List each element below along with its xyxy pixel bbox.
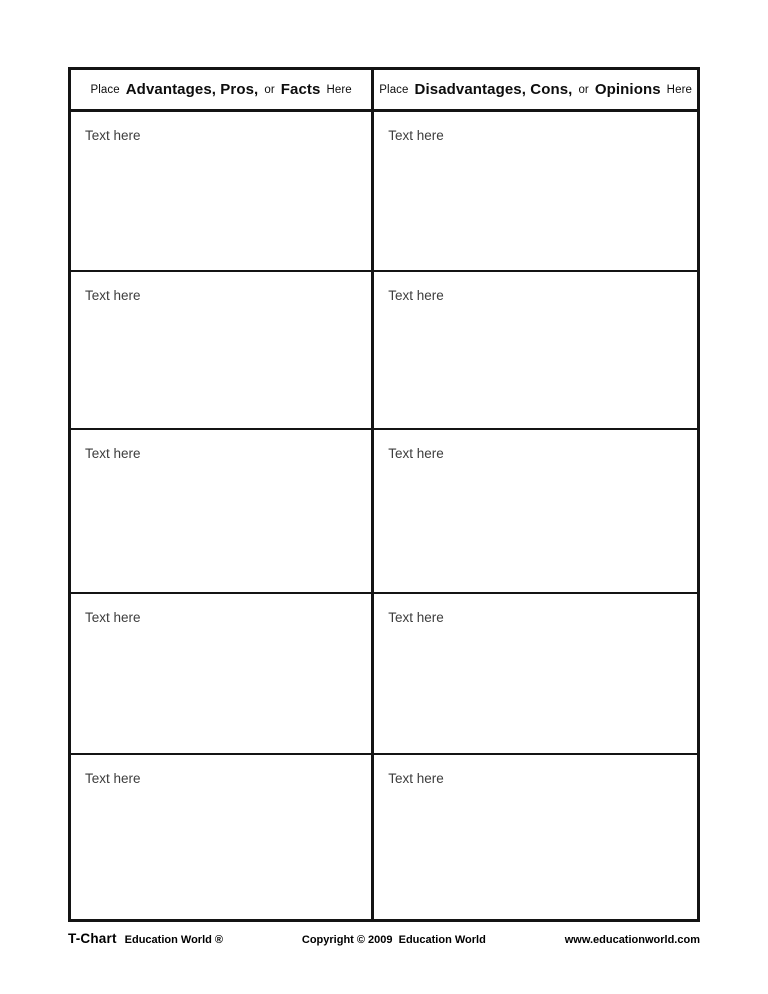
header-advantages [71, 70, 374, 112]
header-left-prefix: Place [90, 83, 120, 96]
header-left-suffix: Here [326, 83, 352, 96]
header-left-bold-primary: Advantages, Pros, [125, 81, 259, 98]
header-right-connector: or [578, 83, 589, 96]
cell-advantages-row5[interactable]: Text here [71, 755, 374, 919]
cell-disadvantages-row3[interactable]: Text here [374, 430, 697, 594]
cell-disadvantages-row5[interactable]: Text here [388, 771, 444, 786]
footer [68, 931, 700, 946]
header-right-bold-secondary: Opinions [594, 81, 661, 98]
header-left-bold-secondary: Facts [280, 81, 321, 98]
header-disadvantages [374, 70, 697, 112]
cell-advantages-row1[interactable]: Text here [71, 112, 374, 272]
website-url: www.educationworld.com [564, 934, 700, 946]
cell-disadvantages-row1[interactable]: Text here [374, 112, 697, 272]
cell-disadvantages-row4[interactable]: Text here [374, 594, 697, 755]
document-title: T-Chart [68, 931, 117, 946]
cell-advantages-row3[interactable]: Text here [71, 430, 374, 594]
cell-advantages-row2[interactable]: Text here [71, 272, 374, 430]
header-right-bold-primary: Disadvantages, Cons, [414, 81, 573, 98]
t-chart-table [68, 67, 700, 922]
cell-advantages-row4[interactable]: Text here [71, 594, 374, 755]
publisher-name: Education World ® [124, 934, 224, 946]
cell-disadvantages-row2[interactable]: Text here [374, 272, 697, 430]
header-right-suffix: Here [666, 83, 692, 96]
header-left-connector: or [264, 83, 275, 96]
copyright-notice: Copyright © 2009 Education World [301, 934, 486, 946]
footer-left-group [68, 931, 223, 946]
header-right-prefix: Place [379, 83, 409, 96]
